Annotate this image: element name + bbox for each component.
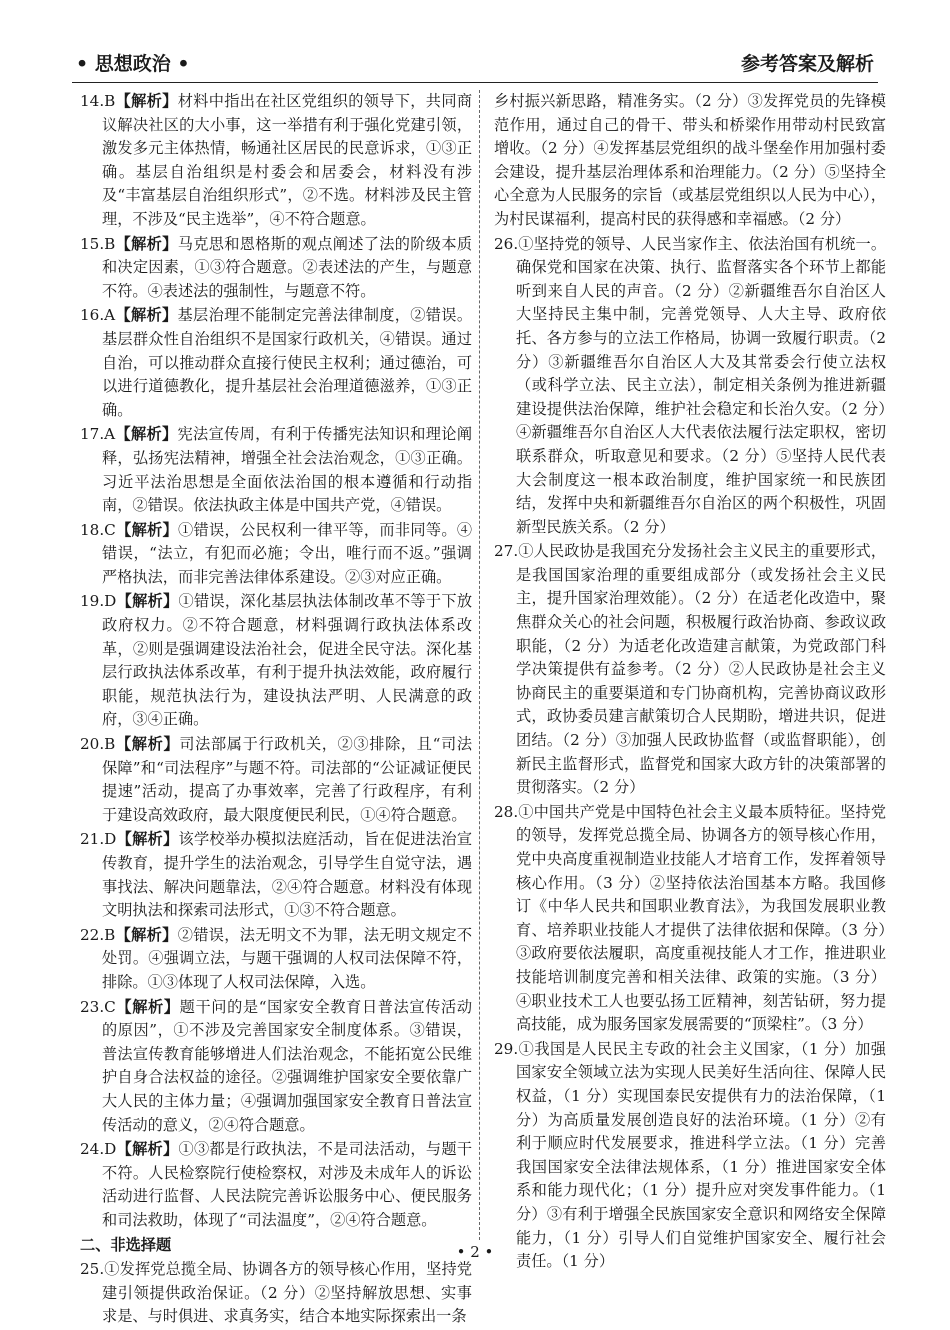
answer-item: [80, 590, 472, 732]
item-number: 24.D: [80, 1140, 117, 1159]
page-number: • 2 •: [456, 1243, 494, 1261]
item-text: ①人民政协是我国充分发扬社会主义民主的重要形式，是我国国家治理的重要组成部分（或发扬社会主义民主，提升国家治理效能）。（2 分）在适老化改造中，聚焦群众关心的社会问题，积极履行政治协商、参政议政职能，（2 分）为适老化改造建言献策，为党政部门科学决策提供有益参考。（2 分）②人民政协是社会主义协商民主的重要渠道和专门协商机构，完善协商议政形式，政协委员建言献策切合人民期盼，增进共识，促进团结。（2 分）③加强人民政协监督（或监督职能），创新民主监督形式，监督党和国家大政方针的决策部署的贯彻落实。（2 分）: [516, 542, 886, 797]
analysis-tag: 【解析】: [116, 592, 179, 611]
item-number: 27.: [494, 542, 519, 561]
answer-item: [494, 1038, 886, 1274]
subject-label: • 思想政治 •: [76, 53, 190, 75]
item-number: 22.B: [80, 925, 116, 944]
item-text: 马克思和恩格斯的观点阐述了法的阶级本质和决定因素，①③符合题意。②表述法的产生，与题意不符。④表述法的强制性，与题意不符。: [102, 234, 473, 300]
answer-item-25: [80, 1258, 472, 1329]
item-number: 14.B: [80, 92, 116, 110]
item-text: ①发挥党总揽全局、协调各方的领导核心作用，坚持党建引领提供政治保证。（2 分）②坚持解放思想、实事求是、与时俱进、求真务实，结合本地实际探索出一条: [102, 1260, 472, 1326]
right-column: [494, 90, 886, 1275]
item-number: 17.A: [80, 425, 116, 444]
analysis-tag: 【解析】: [115, 425, 178, 444]
item-text: 基层治理不能制定完善法律制度，②错误。基层群众性自治组织不是国家行政机关，④错误。通过自治，可以推动群众直接行使民主权利；通过德治，可以进行道德教化，提升基层社会治理道德滋养，①③正确。: [102, 306, 473, 419]
analysis-tag: 【解析】: [116, 1140, 179, 1159]
item-number: 23.C: [80, 997, 116, 1016]
analysis-tag: 【解析】: [115, 92, 178, 110]
answer-item: [80, 828, 472, 922]
analysis-tag: 【解析】: [115, 735, 180, 754]
analysis-tag: 【解析】: [115, 997, 180, 1016]
item-text: ②错误，法无明文不为罪，法无明文规定不处罚。④强调立法，与题干强调的人权司法保障不符，排除。①③体现了人权司法保障，入选。: [102, 925, 473, 991]
item-text: 宪法宣传周，有利于传播宪法知识和理论阐释，弘扬宪法精神，增强全社会法治观念，①③正确。习近平法治思想是全面依法治国的根本遵循和行动指南，②错误。依法执政主体是中国共产党，④错误。: [102, 425, 473, 515]
answer-item: [80, 1138, 472, 1232]
answer-item-25-continued: 乡村振兴新思路，精准务实。（2 分）③发挥党员的先锋模范作用，通过自己的骨干、带头和桥梁作用带动村民致富增收。（2 分）④发挥基层党组织的战斗堡垒作用加强村委会建设，提升基层治理体系和治理能力。（2 分）⑤坚持全心全意为人民服务的宗旨（或基层党组织以人民为中心），为村民谋福利，提高村民的获得感和幸福感。（2 分）: [494, 92, 886, 228]
analysis-tag: 【解析】: [115, 234, 178, 253]
answer-item: [80, 733, 472, 827]
item-text: ①③都是行政执法，不是司法活动，与题干不符。人民检察院行使检察权，对涉及未成年人的诉讼活动进行监督、人民法院完善诉讼服务中心、便民服务和司法救助，体现了“司法温度”，②④符合题意。: [102, 1140, 473, 1229]
section-heading: 二、非选择题: [80, 1235, 172, 1254]
item-text: ①错误，深化基层执法体制改革不等于下放政府权力。②不符合题意，材料强调行政执法体系改革，②则是强调建设法治社会，促进全民守法。深化基层行政执法体系改革，有利于提升执法效能，政府履行职能，规范执法行为，建设执法严明、人民满意的政府，③④正确。: [102, 592, 473, 729]
answer-item: [80, 924, 472, 995]
answer-item: [494, 233, 886, 540]
item-number: 26.: [494, 234, 519, 253]
answer-item: [80, 519, 472, 590]
item-number: 15.B: [80, 234, 116, 253]
item-text: 材料中指出在社区党组织的领导下，共同商议解决社区的大小事，这一举措有利于强化党建引领，激发多元主体热情，畅通社区居民的民意诉求，①③正确。基层自治组织是村委会和居委会，材料没有涉及“丰富基层自治组织形式”，②不选。材料涉及民主管理，不涉及“民主选举”，④不符合题意。: [102, 92, 473, 228]
left-column: [80, 90, 472, 1330]
item-text: ①错误，公民权利一律平等，而非同等。④错误，“法立，有犯而必施；令出，唯行而不返。”强调严格执法，而非完善法律体系建设。②③对应正确。: [102, 520, 473, 586]
page-header: [72, 50, 878, 83]
item-number: 20.B: [80, 735, 116, 754]
item-text: 该学校举办模拟法庭活动，旨在促进法治宣传教育，提升学生的法治观念，引导学生自觉守法，遇事找法、解决问题靠法，②④符合题意。材料没有体现文明执法和探索司法形式，①③不符合题意。: [102, 830, 473, 920]
answer-item: [494, 801, 886, 1037]
item-text: 题干问的是“国家安全教育日普法宣传活动的原因”，①不涉及完善国家安全制度体系。③错误，普法宣传教育能够增进人们法治观念，不能拓宽公民维护自身合法权益的途径。②强调维护国家安全要依靠广大人民的主体力量；④强调加强国家安全教育日普法宣传活动的意义，②④符合题意。: [102, 997, 473, 1134]
answer-item: [80, 304, 472, 422]
item-number: 18.C: [80, 520, 116, 539]
item-number: 28.: [494, 802, 519, 821]
answer-item: [80, 90, 472, 232]
header-title: 参考答案及解析: [740, 53, 874, 75]
item-number: 25.: [80, 1260, 105, 1279]
item-text: ①坚持党的领导、人民当家作主、依法治国有机统一。确保党和国家在决策、执行、监督落实各个环节上都能听到来自人民的声音。（2 分）②新疆维吾尔自治区人大坚持民主集中制，完善党领导、人大主导、政府依托、各方参与的立法工作格局，协调一致履行职责。（2 分）③新疆维吾尔自治区人大及其常委会行使立法权（或科学立法、民主立法），制定相关条例为推进新疆建设提供法治保障，维护社会稳定和长治久安。（2 分）④新疆维吾尔自治区人大代表依法履行法定职权，密切联系群众，听取意见和要求。（2 分）⑤坚持人民代表大会制度这一根本政治制度，维护国家统一和民族团结，发挥中央和新疆维吾尔自治区的两个积极性，巩固新型民族关系。（2 分）: [516, 234, 886, 536]
analysis-tag: 【解析】: [115, 520, 179, 539]
item-text: ①我国是人民民主专政的社会主义国家，（1 分）加强国家安全领域立法为实现人民美好生活向往、保障人民权益，（1 分）实现国泰民安提供有力的法治保障，（1 分）为高质量发展创造良好的法治环境。（1 分）②有利于顺应时代发展要求，推进科学立法。（1 分）完善我国国家安全法律法规体系，（1 分）推进国家安全体系和能力现代化；（1 分）提升应对突发事件能力。（1 分）③有利于增强全民族国家安全意识和网络安全保障能力，（1 分）引导人们自觉维护国家安全、履行社会责任。（1 分）: [516, 1039, 886, 1271]
analysis-tag: 【解析】: [115, 306, 178, 325]
item-text: 司法部属于行政机关，②③排除，且“司法保障”和“司法程序”与题不符。司法部的“公证减证便民提速”活动，提高了办事效率，完善了行政程序，有利于建设高效政府，最大限度便民利民，①④符合题意。: [102, 735, 473, 824]
answer-item: [80, 423, 472, 517]
item-text: ①中国共产党是中国特色社会主义最本质特征。坚持党的领导，发挥党总揽全局、协调各方的领导核心作用，党中央高度重视制造业技能人才培育工作，发挥着领导核心作用。（3 分）②坚持依法治国基本方略。我国修订《中华人民共和国职业教育法》，为我国发展职业教育、培养职业技能人才提供了法律依据和保障。（3 分）③政府要依法履职，高度重视技能人才工作，推进职业技能培训制度完善和相关法律、政策的实施。（3 分）④职业技术工人也要弘扬工匠精神，刻苦钻研，努力提高技能，成为服务国家发展需要的“顶梁柱”。（3 分）: [516, 802, 886, 1034]
column-divider: [479, 90, 480, 1240]
item-number: 16.A: [80, 306, 116, 325]
analysis-tag: 【解析】: [116, 830, 179, 849]
analysis-tag: 【解析】: [115, 925, 178, 944]
answer-item: [80, 233, 472, 304]
answer-item: [494, 540, 886, 800]
answer-item: [80, 996, 472, 1138]
item-number: 21.D: [80, 830, 117, 849]
item-number: 19.D: [80, 592, 117, 611]
item-number: 29.: [494, 1039, 519, 1058]
